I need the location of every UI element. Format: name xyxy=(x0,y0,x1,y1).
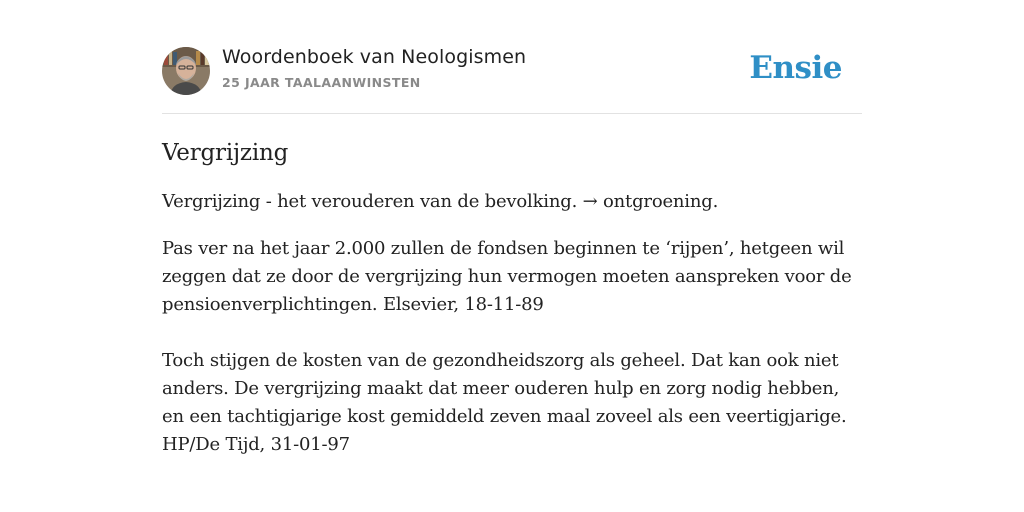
avatar-photo-icon xyxy=(162,47,210,95)
quote-1: Pas ver na het jaar 2.000 zullen de fondsen beginnen te ‘rijpen’, hetgeen wil zeggen dat ze door de vergrijzing hun vermogen moeten aanspreken voor de pensioenverplichtingen. Elsevier, 18-11-89 xyxy=(162,238,852,315)
site-subtitle: 25 JAAR TAALAANWINSTEN xyxy=(222,75,421,90)
content-container xyxy=(162,46,862,459)
entry-title: Vergrijzing xyxy=(162,140,289,166)
header xyxy=(162,46,862,114)
site-title[interactable]: Woordenboek van Neologismen xyxy=(222,46,527,68)
entry-definition: Vergrijzing - het verouderen van de bevolking. → ontgroening. xyxy=(162,191,719,212)
author-avatar[interactable] xyxy=(162,47,210,95)
brand-logo[interactable]: Ensie xyxy=(749,50,842,86)
quote-2: Toch stijgen de kosten van de gezondheidszorg als geheel. Dat kan ook niet anders. De vergrijzing maakt dat meer ouderen hulp en zorg nodig hebben, en een tachtigjarige kost gemiddeld zeven maal zoveel als een veertigjarige. HP/De Tijd, 31-01-97 xyxy=(162,350,847,455)
